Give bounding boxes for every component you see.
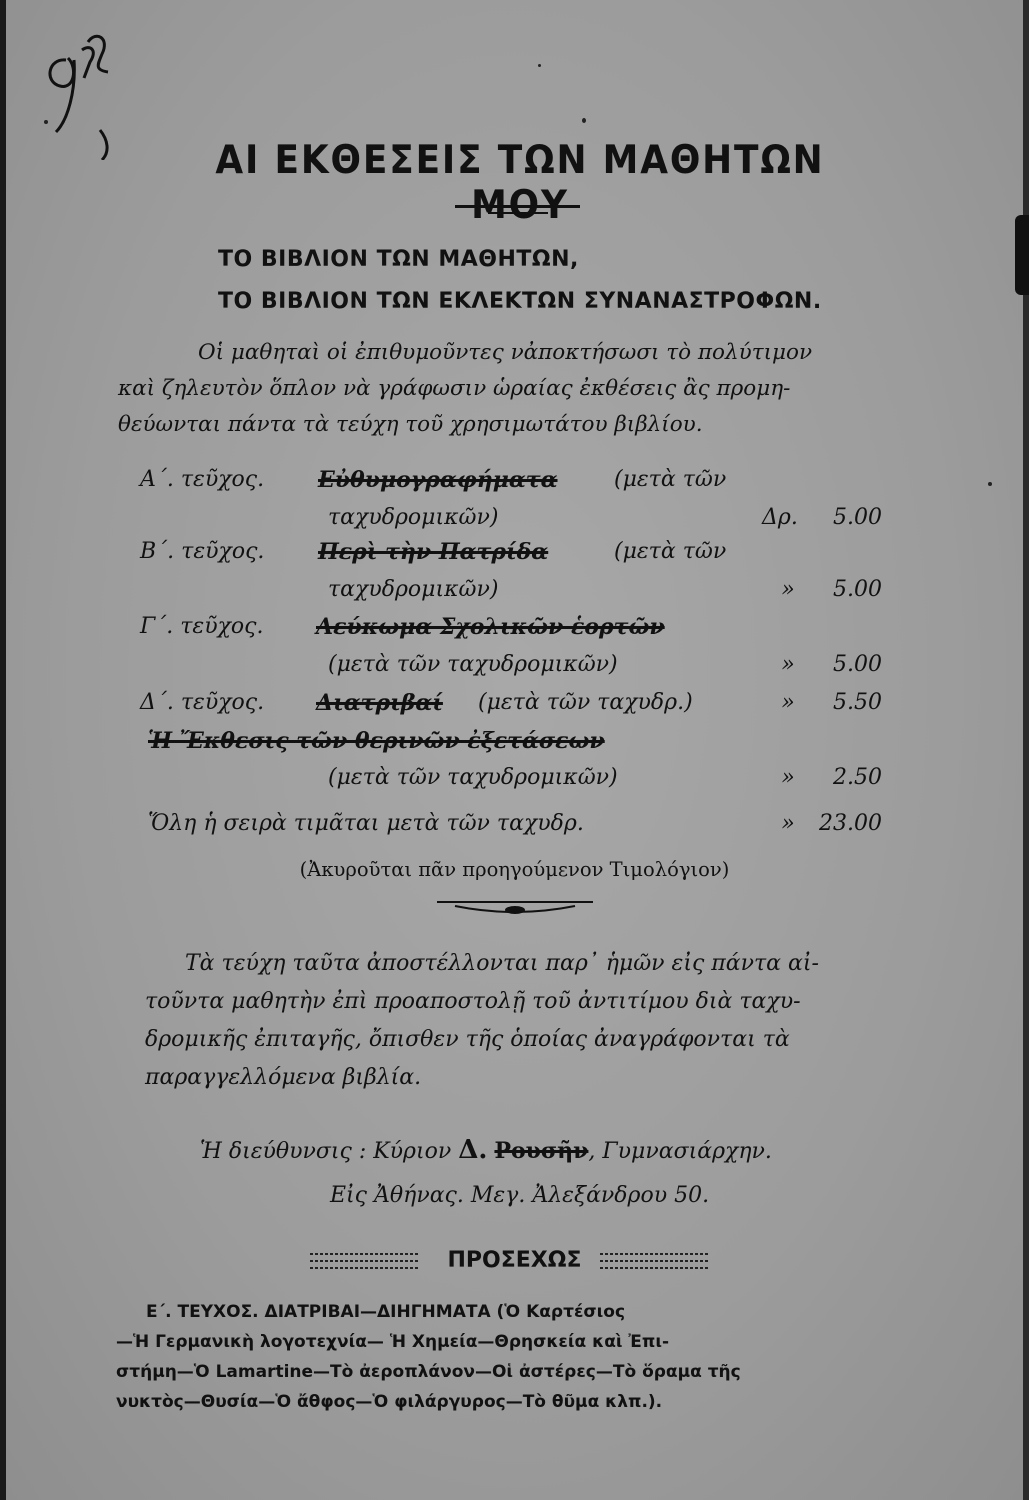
item-label: Β΄. τεῦχος. [140, 539, 265, 564]
item-extra: (μετὰ τῶν [614, 467, 727, 492]
subtitle-line-2: ΤΟ ΒΙΒΛΙΟΝ ΤΩΝ ΕΚΛΕΚΤΩΝ ΣΥΝΑΝΑΣΤΡΟΦΩΝ. [218, 289, 822, 314]
total-currency: » [781, 811, 795, 836]
address-line-1 [200, 1135, 772, 1165]
para-line: δρομικῆς ἐπιταγῆς, ὄπισθεν τῆς ὁποίας ἀναγράφονται τὰ [145, 1027, 790, 1052]
address-surname: Ρουσῆν [494, 1138, 589, 1164]
item-label: Γ΄. τεῦχος. [140, 614, 264, 639]
address-prefix: Ἡ διεύθυνσις : Κύριον [200, 1139, 452, 1164]
item-line2: (μετὰ τῶν ταχυδρομικῶν) [328, 765, 618, 790]
intro-line: θεύωνται πάντα τὰ τεύχη τοῦ χρησιμωτάτου βιβλίου. [118, 412, 703, 437]
item-extra: (μετὰ τῶν [614, 539, 727, 564]
item-title: Εὐθυμογραφήματα [318, 467, 558, 493]
item-price: 5.50 [833, 690, 882, 715]
para-line: Τὰ τεύχη ταῦτα ἀποστέλλονται παρ᾽ ἡμῶν εἰς πάντα αἰ- [185, 951, 819, 976]
appendix-line: —Ἡ Γερμανικὴ λογοτεχνία— Ἡ Χημεία—Θρησκεία καὶ Ἐπι- [116, 1332, 669, 1352]
attention-heading: ΠΡΟΣΕΧΩΣ [447, 1248, 582, 1273]
item-price: 2.50 [833, 765, 882, 790]
ink-speck [538, 64, 541, 67]
ink-speck [44, 120, 48, 124]
address-initial: Δ. [458, 1135, 488, 1165]
item-title: Ἡ Ἔκθεσις τῶν θερινῶν ἐξετάσεων [148, 728, 605, 754]
item-label: Δ΄. τεῦχος. [140, 690, 265, 715]
cancellation-note: (Ἀκυροῦται πᾶν προηγούμενον Τιμολόγιον) [299, 858, 730, 881]
page-edge-left [0, 0, 6, 1500]
title-rule [455, 205, 580, 208]
item-currency: » [781, 690, 795, 715]
item-currency: Δρ. [762, 505, 798, 530]
item-price: 5.00 [833, 577, 882, 602]
binding-tab-mark [1015, 215, 1029, 295]
subtitle-line-1: ΤΟ ΒΙΒΛΙΟΝ ΤΩΝ ΜΑΘΗΤΩΝ, [218, 247, 579, 272]
total-label: Ὅλη ἡ σειρὰ τιμᾶται μετὰ τῶν ταχυδρ. [148, 811, 584, 836]
item-title: Περὶ τὴν Πατρίδα [318, 539, 549, 565]
address-line-2: Εἰς Ἀθήνας. Μεγ. Ἀλεξάνδρου 50. [330, 1183, 710, 1208]
attention-hatching-right [600, 1250, 710, 1272]
item-currency: » [781, 652, 795, 677]
appendix-paragraph [116, 1297, 888, 1417]
total-price: 23.00 [819, 811, 882, 836]
divider-ornament [435, 896, 595, 920]
ordering-paragraph [145, 945, 905, 1097]
intro-line: καὶ ζηλευτὸν ὅπλον νὰ γράφωσιν ὡραίας ἐκθέσεις ἂς προμη- [118, 376, 791, 401]
intro-paragraph [118, 335, 888, 443]
intro-line: Οἱ μαθηταὶ οἱ ἐπιθυμοῦντες νἀποκτήσωσι τὸ πολύτιμον [198, 340, 813, 365]
item-label: Α΄. τεῦχος. [140, 467, 265, 492]
item-line2: (μετὰ τῶν ταχυδρομικῶν) [328, 652, 618, 677]
item-price: 5.00 [833, 505, 882, 530]
ink-speck [988, 482, 992, 486]
item-line2: ταχυδρομικῶν) [328, 505, 499, 530]
item-title: Διατριβαί [316, 690, 443, 716]
item-currency: » [781, 765, 795, 790]
ink-speck [582, 118, 586, 123]
handwritten-number [38, 20, 118, 160]
appendix-line: νυκτὸς—Θυσία—Ὁ ἄθφος—Ὁ φιλάργυρος—Τὸ θῦμα κλπ.). [116, 1392, 663, 1412]
page-title: ΑΙ ΕΚΘΕΣΕΙΣ ΤΩΝ ΜΑΘΗΤΩΝ [215, 138, 825, 183]
para-line: παραγγελλόμενα βιβλία. [145, 1065, 422, 1090]
address-suffix: , Γυμνασιάρχην. [588, 1139, 772, 1164]
item-title: Λεύκωμα Σχολικῶν ἑορτῶν [316, 614, 665, 640]
item-currency: » [781, 577, 795, 602]
appendix-line: στήμη—Ὁ Lamartine—Τὸ ἀεροπλάνον—Οἱ ἀστέρες—Τὸ ὅραμα τῆς [116, 1362, 741, 1382]
appendix-line: Ε΄. ΤΕΥΧΟΣ. ΔΙΑΤΡΙΒΑΙ—ΔΙΗΓΗΜΑΤΑ (Ὁ Καρτέσιος [146, 1302, 626, 1322]
title-rule-short [488, 212, 548, 214]
item-extra: (μετὰ τῶν ταχυδρ.) [478, 690, 693, 715]
para-line: τοῦντα μαθητὴν ἐπὶ προαποστολῇ τοῦ ἀντιτίμου διὰ ταχυ- [145, 989, 801, 1014]
item-price: 5.00 [833, 652, 882, 677]
item-line2: ταχυδρομικῶν) [328, 577, 499, 602]
